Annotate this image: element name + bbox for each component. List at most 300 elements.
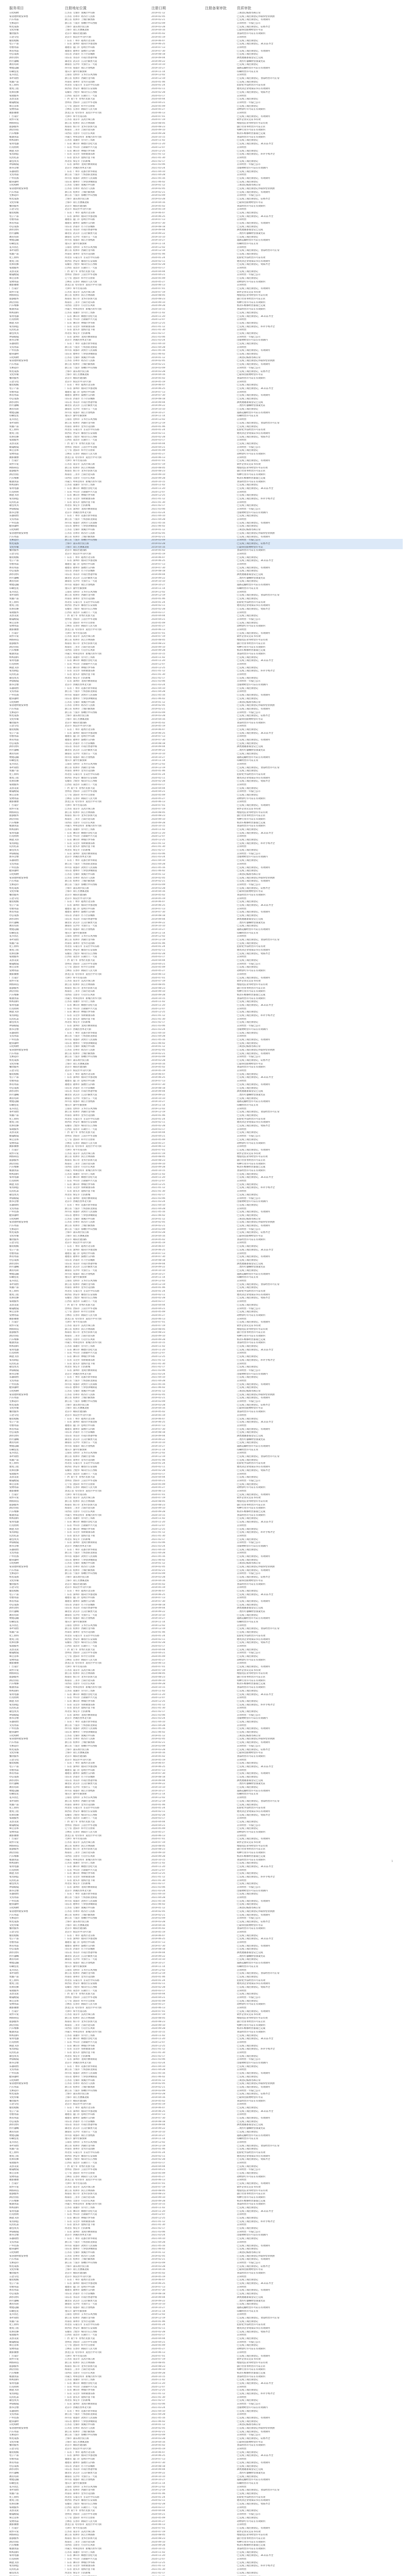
- service-type-cell: 建筑工程: [9, 2327, 19, 2330]
- table-row: [9, 1749, 403, 1752]
- table-row: [9, 19, 403, 22]
- address-cell: 上海市 浦东新区张江路: [65, 715, 89, 718]
- service-type-cell: 印刷包装: [9, 1104, 19, 1107]
- service-type-cell: 图书音像: [9, 684, 19, 687]
- address-cell: 山东省 德州市 宁津县津城街道: [65, 1042, 97, 1045]
- approval-cell: 已完成工商注册登记: [237, 1097, 259, 1100]
- table-row: [9, 422, 403, 426]
- address-cell: 广东省 深圳市 福田区华强北路: [65, 2110, 97, 2113]
- date-cell: 2021-05-16: [151, 2072, 165, 2075]
- approval-cell: 已完成工商注册登记，有效期内: [237, 707, 270, 710]
- service-type-cell: 印刷包装: [9, 1276, 19, 1279]
- address-cell: 广东省 佛山市 禅城区季华路: [65, 2044, 95, 2047]
- table-row: [9, 2238, 403, 2241]
- table-row: [9, 1566, 403, 1569]
- approval-cell: 正常经营: [237, 1379, 247, 1382]
- table-row: [9, 1776, 403, 1780]
- date-cell: 2019-02-21: [151, 535, 165, 538]
- approval-cell: 出版物经营许可证在有效期内: [237, 1028, 268, 1031]
- service-type-cell: 办公设备: [9, 570, 19, 573]
- approval-cell: 已完成工商注册登记，有效期内: [237, 976, 270, 979]
- date-cell: 2020-10-15: [151, 997, 165, 1000]
- date-cell: 2021-05-16: [151, 1900, 165, 1903]
- approval-cell: 正常经营 · 年报已公示: [237, 711, 261, 714]
- approval-cell: 特种行业许可证在有效期内: [237, 2024, 266, 2027]
- table-row: [9, 2062, 403, 2065]
- date-cell: 2019-04-16: [151, 2096, 165, 2099]
- service-type-cell: 五金交电: [9, 36, 19, 39]
- approval-cell: 已完成工商注册登记: [237, 1073, 259, 1076]
- address-cell: 山东省 德州市 宁津县津城街道: [65, 1386, 97, 1389]
- address-cell: 山东省 青岛市 市南区香港中路: [65, 918, 97, 921]
- approval-cell: 动物诊疗许可证在有效期内: [237, 2520, 266, 2523]
- address-cell: 河南省 郑州市 金水区花园路: [65, 1631, 95, 1634]
- service-type-cell: 母婴用品: [9, 563, 19, 566]
- approval-cell: 已完成工商注册登记，有效期内: [237, 1397, 270, 1400]
- table-row: [9, 2272, 403, 2276]
- table-row: [9, 1583, 403, 1587]
- table-row: [9, 1924, 403, 1928]
- approval-cell: 已完成工商注册登记，资质齐全: [237, 1814, 270, 1817]
- service-type-cell: 图书音像: [9, 166, 19, 170]
- service-type-cell: 钟表眼镜: [9, 852, 19, 855]
- service-type-cell: 粮油食品: [9, 1170, 19, 1172]
- date-cell: 2020-12-07: [151, 1007, 165, 1010]
- table-row: [9, 1631, 403, 1635]
- approval-cell: 动物诊疗许可证在有效期内: [237, 1486, 266, 1489]
- table-row: [9, 2090, 403, 2093]
- address-cell: 北京市 西城区西单北大街: [65, 684, 91, 687]
- approval-cell: 食品经营许可证在有效期内: [237, 1858, 266, 1861]
- address-cell: 广东省 广州市 越秀区北京路: [65, 1245, 95, 1248]
- address-cell: 广西 南宁市 青秀区民族大道: [65, 98, 95, 101]
- date-cell: 2021-04-10: [151, 343, 165, 345]
- service-type-cell: 餐饮服务: [9, 1583, 19, 1586]
- date-cell: 2021-04-28: [151, 2069, 165, 2072]
- table-row: [9, 263, 403, 267]
- date-cell: 2020-01-24: [151, 84, 165, 87]
- approval-cell: 正常经营: [237, 673, 247, 676]
- address-cell: 内蒙古 呼和浩特市 新城区新华大街: [65, 2375, 102, 2378]
- service-type-cell: 粮油食品: [9, 2375, 19, 2378]
- service-type-cell: 网络科技: [9, 294, 19, 297]
- service-type-cell: 户外装备: [9, 1900, 19, 1903]
- table-row: [9, 1070, 403, 1073]
- approval-cell: 已完成工商注册登记: [237, 1614, 259, 1617]
- service-type-cell: 医疗器械: [9, 404, 19, 408]
- service-type-cell: 茶叶销售: [9, 1283, 19, 1286]
- address-cell: 山东省 青岛市 市南区香港中路: [65, 2124, 97, 2127]
- table-row: [9, 2537, 403, 2541]
- date-cell: 2020-05-09: [151, 1655, 165, 1658]
- address-cell: 江苏省 南通市 崇川区工农路: [65, 1173, 95, 1176]
- approval-cell: 正常经营: [237, 1145, 247, 1148]
- table-row: [9, 525, 403, 529]
- approval-cell: 已完成工商注册登记: [237, 1269, 259, 1272]
- approval-cell: 已完成工商注册登记: [237, 2279, 259, 2282]
- table-row: [9, 1710, 403, 1714]
- approval-cell: 已完成工商注册登记，3C认证齐全: [237, 1593, 273, 1596]
- table-row: [9, 2258, 403, 2262]
- service-type-cell: 家用电器: [9, 1004, 19, 1007]
- approval-cell: 已完成工商注册登记，资质齐全: [237, 2158, 270, 2161]
- table-row: [9, 2158, 403, 2162]
- approval-cell: 已完成工商注册登记，有效期内: [237, 2072, 270, 2075]
- date-cell: 2020-06-13: [151, 456, 165, 459]
- address-cell: 江苏省 无锡市 梁溪区中山路: [65, 1562, 95, 1565]
- date-cell: 2019-09-22: [151, 1611, 165, 1613]
- address-cell: 天津市 和平区南京路: [65, 1838, 87, 1841]
- service-type-cell: 珠宝首饰: [9, 966, 19, 969]
- table-row: [9, 349, 403, 353]
- table-row: [9, 845, 403, 849]
- date-cell: 2020-10-15: [151, 1170, 165, 1172]
- table-row: [9, 987, 403, 991]
- approval-cell: 增值电信业务经营许可证有效: [237, 983, 268, 986]
- approval-cell: 已完成工商注册登记: [237, 1589, 259, 1592]
- date-cell: 2020-04-04: [151, 98, 165, 101]
- table-row: [9, 698, 403, 701]
- approval-cell: 已完成工商注册登记: [237, 1558, 259, 1562]
- address-cell: 北京市 朝阳区建国路: [65, 2099, 87, 2103]
- table-row: [9, 1735, 403, 1738]
- address-cell: 海南省 海口市 龙华区滨海大道: [65, 1503, 97, 1506]
- address-cell: 浙江省 杭州市 上城区解放路: [65, 2086, 95, 2089]
- table-row: [9, 2276, 403, 2279]
- date-cell: 2020-11-02: [151, 1517, 165, 1520]
- address-cell: 浙江省 杭州市 西湖区龙井路: [65, 249, 95, 252]
- approval-cell: 正常经营: [237, 391, 247, 394]
- service-type-cell: 眼镜配镜: [9, 1479, 19, 1482]
- date-cell: 2020-09-28: [151, 1511, 165, 1514]
- table-row: [9, 2448, 403, 2451]
- service-type-cell: 日化购物: [9, 184, 19, 187]
- service-type-cell: 母婴用品: [9, 2285, 19, 2289]
- approval-cell: 已完成工商注册登记，3C认证齐全: [237, 143, 273, 146]
- table-row: [9, 794, 403, 798]
- service-type-cell: 日化购物: [9, 1734, 19, 1737]
- service-type-cell: 文化传媒: [9, 1062, 19, 1065]
- date-cell: 2021-05-16: [151, 177, 165, 180]
- table-row: [9, 2382, 403, 2386]
- date-cell: 2020-11-02: [151, 2206, 165, 2209]
- table-row: [9, 1342, 403, 1345]
- address-cell: 广东省 深圳市 福田区华强北路: [65, 1076, 97, 1079]
- service-type-cell: 日化购物: [9, 12, 19, 14]
- table-row: [9, 1624, 403, 1628]
- approval-cell: 正常经营 · 年报已公示: [237, 2089, 261, 2092]
- approval-cell: 印刷经营许可证正常: [237, 2138, 259, 2141]
- date-cell: 2019-10-10: [151, 1958, 165, 1961]
- approval-cell: 已完成工商注册登记，有效期内: [237, 115, 270, 118]
- service-type-cell: 办公设备: [9, 225, 19, 228]
- address-cell: 四川省 成都市 锦江区春熙路: [65, 239, 95, 242]
- service-type-cell: 图书音像: [9, 1200, 19, 1204]
- date-cell: 2019-10-10: [151, 408, 165, 411]
- approval-cell: 正常经营: [237, 1989, 247, 1992]
- approval-cell: 正常经营: [237, 1797, 247, 1800]
- address-cell: 浙江省 杭州市 上城区解放路: [65, 880, 95, 883]
- date-cell: 2020-10-15: [151, 652, 165, 655]
- service-type-cell: 箱包皮具: [9, 1710, 19, 1713]
- address-cell: 浙江省 宁波市 宁海县跃龙街道: [65, 2241, 97, 2244]
- table-row: [9, 1283, 403, 1287]
- service-type-cell: 宠物用品: [9, 1314, 19, 1317]
- date-cell: 2020-09-10: [151, 1162, 165, 1165]
- address-cell: 广东省 汕头市 澄海区莲下镇: [65, 156, 95, 159]
- address-cell: 浙江省 宁波市 海曙区中山西路: [65, 2261, 97, 2264]
- date-cell: 2019-06-07: [151, 211, 165, 214]
- date-cell: 2020-01-24: [151, 1807, 165, 1810]
- address-cell: 广东省 广州市 越秀区北京路: [65, 1762, 95, 1765]
- address-cell: 重庆市 渝中区解放碑: [65, 931, 87, 935]
- table-row: [9, 2499, 403, 2503]
- approval-cell: 正常经营 · 年报已公示: [237, 1479, 261, 1482]
- address-cell: 广东省 东莞市 厚街镇康乐路: [65, 2048, 95, 2051]
- service-type-cell: 办公设备: [9, 398, 19, 400]
- date-cell: 2020-11-20: [151, 487, 165, 490]
- approval-cell: 已完成工商注册登记并取得营业执照: [237, 188, 275, 191]
- service-type-cell: 生鲜超市: [9, 2261, 19, 2264]
- approval-cell: 已完成工商注册登记，食品经营许可正常: [237, 77, 280, 80]
- address-cell: 北京市 海淀区中关村大街: [65, 897, 91, 900]
- date-cell: 2019-08-18: [151, 2465, 165, 2468]
- date-cell: 2020-10-15: [151, 825, 165, 828]
- table-row: [9, 2035, 403, 2038]
- date-cell: 2021-04-10: [151, 2410, 165, 2413]
- approval-cell: 已完成工商注册登记: [237, 615, 259, 618]
- approval-cell: 正常经营: [237, 1697, 247, 1700]
- approval-cell: 机动车维修经营备案已完成: [237, 649, 266, 652]
- date-cell: 2020-02-28: [151, 1125, 165, 1128]
- address-cell: 广东省 中山市 古镇镇中兴大道: [65, 2385, 97, 2388]
- service-type-cell: 陶瓷卫浴: [9, 2561, 19, 2564]
- service-type-cell: 摄影摄像: [9, 2007, 19, 2010]
- service-type-cell: 家政服务: [9, 1128, 19, 1131]
- table-row: [9, 1976, 403, 1979]
- address-cell: 福建省 福州市 鼓楼区五四路: [65, 739, 95, 742]
- date-cell: 2019-12-19: [151, 938, 165, 941]
- date-cell: 2021-02-17: [151, 1366, 165, 1369]
- date-cell: 2019-06-25: [151, 2454, 165, 2458]
- approval-cell: 正常经营: [237, 1180, 247, 1183]
- table-row: [9, 2355, 403, 2359]
- date-cell: 2021-03-06: [151, 1369, 165, 1372]
- table-row: [9, 911, 403, 914]
- approval-cell: 正常经营 · 年报已公示: [237, 2341, 261, 2344]
- approval-cell: 出版物经营许可证在有效期内: [237, 1372, 268, 1376]
- date-cell: 2019-03-28: [151, 887, 165, 890]
- table-row: [9, 2155, 403, 2159]
- address-cell: 山东省 青岛市 市南区香港中路: [65, 573, 97, 577]
- service-type-cell: 家用电器: [9, 1348, 19, 1351]
- approval-cell: 正常经营 · 年报已公示: [237, 790, 261, 793]
- date-cell: 2019-12-19: [151, 2489, 165, 2492]
- date-cell: 2021-01-12: [151, 1014, 165, 1018]
- table-row: [9, 101, 403, 105]
- service-type-cell: 家具制造: [9, 325, 19, 328]
- table-row: [9, 2300, 403, 2303]
- address-cell: 江苏省 无锡市 梁溪区中山路: [65, 1045, 95, 1048]
- service-type-cell: 装饰装修: [9, 435, 19, 438]
- approval-cell: 已完成工商注册登记: [237, 1366, 259, 1369]
- service-type-cell: 网络科技: [9, 1844, 19, 1848]
- address-cell: 四川省 成都市 锦江区春熙路: [65, 1100, 95, 1104]
- service-type-cell: 物流运输: [9, 1100, 19, 1104]
- address-cell: 浙江省 杭州市 滨江区网商路: [65, 1500, 95, 1503]
- date-cell: 2020-05-27: [151, 2348, 165, 2351]
- service-type-cell: 旅游服务: [9, 1676, 19, 1679]
- table-row: [9, 704, 403, 708]
- address-cell: 江苏省 无锡市 梁溪区中山路: [65, 2424, 95, 2427]
- service-type-cell: 机电设备: [9, 2093, 19, 2096]
- approval-cell: 正常经营: [237, 784, 247, 786]
- address-cell: 山东省 青岛市 市南区香港中路: [65, 1262, 97, 1265]
- date-cell: 2020-04-04: [151, 787, 165, 790]
- service-type-cell: 建筑工程: [9, 1121, 19, 1124]
- address-cell: 广西 南宁市 青秀区民族大道: [65, 959, 95, 962]
- approval-cell: 正常经营: [237, 174, 247, 177]
- date-cell: 2020-12-25: [151, 321, 165, 325]
- approval-cell: 已完成工商注册登记: [237, 63, 259, 66]
- table-row: [9, 2376, 403, 2379]
- date-cell: 2019-12-02: [151, 2313, 165, 2316]
- address-cell: 江苏省 无锡市 梁溪区中山路: [65, 12, 95, 14]
- table-row: [9, 2324, 403, 2327]
- service-type-cell: 粮油食品: [9, 2030, 19, 2033]
- table-row: [9, 801, 403, 804]
- date-cell: 2020-09-10: [151, 1852, 165, 1855]
- table-row: [9, 890, 403, 894]
- date-cell: 2019-06-07: [151, 2107, 165, 2109]
- table-row: [9, 853, 403, 856]
- header-service-type: 服务项目: [9, 6, 24, 10]
- approval-cell: 工商登记核准名称正常: [237, 1734, 261, 1737]
- table-row: [9, 1056, 403, 1059]
- date-cell: 2021-01-12: [151, 1531, 165, 1534]
- approval-cell: 已完成工商注册登记，有效期内: [237, 566, 270, 569]
- date-cell: 2019-05-02: [151, 1066, 165, 1069]
- address-cell: 北京市 朝阳区建国路: [65, 1411, 87, 1414]
- approval-cell: 正常经营: [237, 490, 247, 494]
- table-row: [9, 2296, 403, 2300]
- address-cell: 北京市 海淀区中关村大街: [65, 552, 91, 555]
- date-cell: 2021-01-12: [151, 2565, 165, 2568]
- date-cell: 2019-12-02: [151, 1624, 165, 1627]
- approval-cell: 已完成工商注册登记并取得营业执照: [237, 1738, 275, 1741]
- table-row: [9, 2134, 403, 2138]
- approval-cell: 正常经营: [237, 629, 247, 632]
- approval-cell: 已完成工商注册登记并取得营业执照: [237, 1910, 275, 1913]
- date-cell: 2020-04-04: [151, 442, 165, 445]
- address-cell: 四川省 成都市 锦江区春熙路: [65, 2479, 95, 2482]
- approval-cell: 已完成工商注册登记: [237, 556, 259, 559]
- table-row: [9, 512, 403, 515]
- table-row: [9, 2069, 403, 2072]
- address-cell: 湖南省 长沙市 芙蓉区五一大道: [65, 2303, 97, 2306]
- table-row: [9, 1955, 403, 1959]
- service-type-cell: 印刷包装: [9, 2310, 19, 2313]
- service-type-cell: 汽车用品: [9, 535, 19, 538]
- approval-cell: 正常经营: [237, 1362, 247, 1365]
- service-type-cell: 装饰装修: [9, 607, 19, 611]
- address-cell: 广东省 佛山市 禅城区季华路: [65, 149, 95, 152]
- service-type-cell: 医疗器械: [9, 232, 19, 235]
- date-cell: 2019-03-09: [151, 1917, 165, 1920]
- address-cell: 广东省 深圳市 福田区华强北路: [65, 1248, 97, 1251]
- service-type-cell: 印刷包装: [9, 70, 19, 73]
- approval-cell: 酒类流通备案登记已完成: [237, 2124, 263, 2127]
- date-cell: 2021-06-02: [151, 1042, 165, 1045]
- date-cell: 2019-07-30: [151, 2461, 165, 2464]
- header-registered-address: 注册地址位置: [65, 6, 87, 10]
- table-row: [9, 1965, 403, 1969]
- date-cell: 2020-09-10: [151, 473, 165, 477]
- approval-cell: 已完成工商注册登记: [237, 2206, 259, 2209]
- approval-cell: 已完成工商注册登记，食品经营许可正常: [237, 766, 280, 769]
- approval-cell: 已完成工商注册登记，有效期内: [237, 694, 270, 697]
- approval-cell: 食品经营许可证在有效期内: [237, 480, 266, 483]
- address-cell: 黑龙江省 哈尔滨市 道里区中央大街: [65, 2523, 102, 2527]
- service-type-cell: 服装鞋帽: [9, 384, 19, 387]
- approval-cell: 已完成工商注册登记: [237, 1386, 259, 1389]
- approval-cell: 正常经营: [237, 735, 247, 738]
- approval-cell: 食品经营许可证在有效期内: [237, 1686, 266, 1689]
- table-row: [9, 1835, 403, 1838]
- table-row: [9, 835, 403, 839]
- service-type-cell: 医疗器械: [9, 2127, 19, 2130]
- table-row: [9, 57, 403, 60]
- address-cell: 河北省 石家庄市 长安区中山东路: [65, 1117, 99, 1121]
- address-cell: 浙江省 宁波市 海曙区中山西路: [65, 1228, 97, 1231]
- date-cell: 2020-05-09: [151, 1827, 165, 1831]
- service-type-cell: 餐饮服务: [9, 1066, 19, 1069]
- table-row: [9, 2117, 403, 2121]
- address-cell: 云南省 昆明市 五华区东风西路: [65, 2485, 97, 2488]
- date-cell: 2020-11-20: [151, 2210, 165, 2213]
- table-row: [9, 1328, 403, 1332]
- service-type-cell: 网络科技: [9, 2017, 19, 2020]
- address-cell: 广东省 佛山市 禅城区季华路: [65, 1700, 95, 1703]
- approval-cell: 已完成工商注册登记: [237, 901, 259, 904]
- address-cell: 广东省 佛山市 顺德区容桂大道: [65, 1176, 97, 1179]
- address-cell: 北京市 海淀区中关村大街: [65, 1758, 91, 1761]
- table-row: [9, 739, 403, 742]
- date-cell: 2020-06-13: [151, 1145, 165, 1148]
- table-row: [9, 1431, 403, 1435]
- date-cell: 2019-02-05: [151, 1566, 165, 1569]
- date-cell: 2020-08-05: [151, 2534, 165, 2537]
- address-cell: 浙江省 杭州市 滨江区网商路: [65, 2534, 95, 2537]
- address-cell: 河南省 郑州市 金水区花园路: [65, 1975, 95, 1978]
- address-cell: 广东省 东莞市 厚街镇康乐路: [65, 325, 95, 328]
- approval-cell: 已完成工商注册登记，有效期内: [237, 1600, 270, 1603]
- approval-cell: 增值电信业务经营许可证有效: [237, 2534, 268, 2537]
- address-cell: 江苏省 南通市 崇川区工农路: [65, 311, 95, 314]
- approval-cell: 已完成工商注册登记: [237, 160, 259, 163]
- date-cell: 2020-11-02: [151, 2034, 165, 2037]
- approval-cell: 已完成工商注册登记，有效期内: [237, 1148, 270, 1151]
- service-type-cell: 钟表眼镜: [9, 1369, 19, 1372]
- service-type-cell: 教育培训: [9, 2303, 19, 2306]
- date-cell: 2020-12-25: [151, 839, 165, 841]
- address-cell: 河北省 保定市 白沟新城: [65, 504, 91, 507]
- table-row: [9, 1896, 403, 1900]
- date-cell: 2019-10-27: [151, 1789, 165, 1792]
- service-type-cell: 办公设备: [9, 1776, 19, 1778]
- approval-cell: 已完成工商注册登记: [237, 1011, 259, 1014]
- table-row: [9, 1841, 403, 1845]
